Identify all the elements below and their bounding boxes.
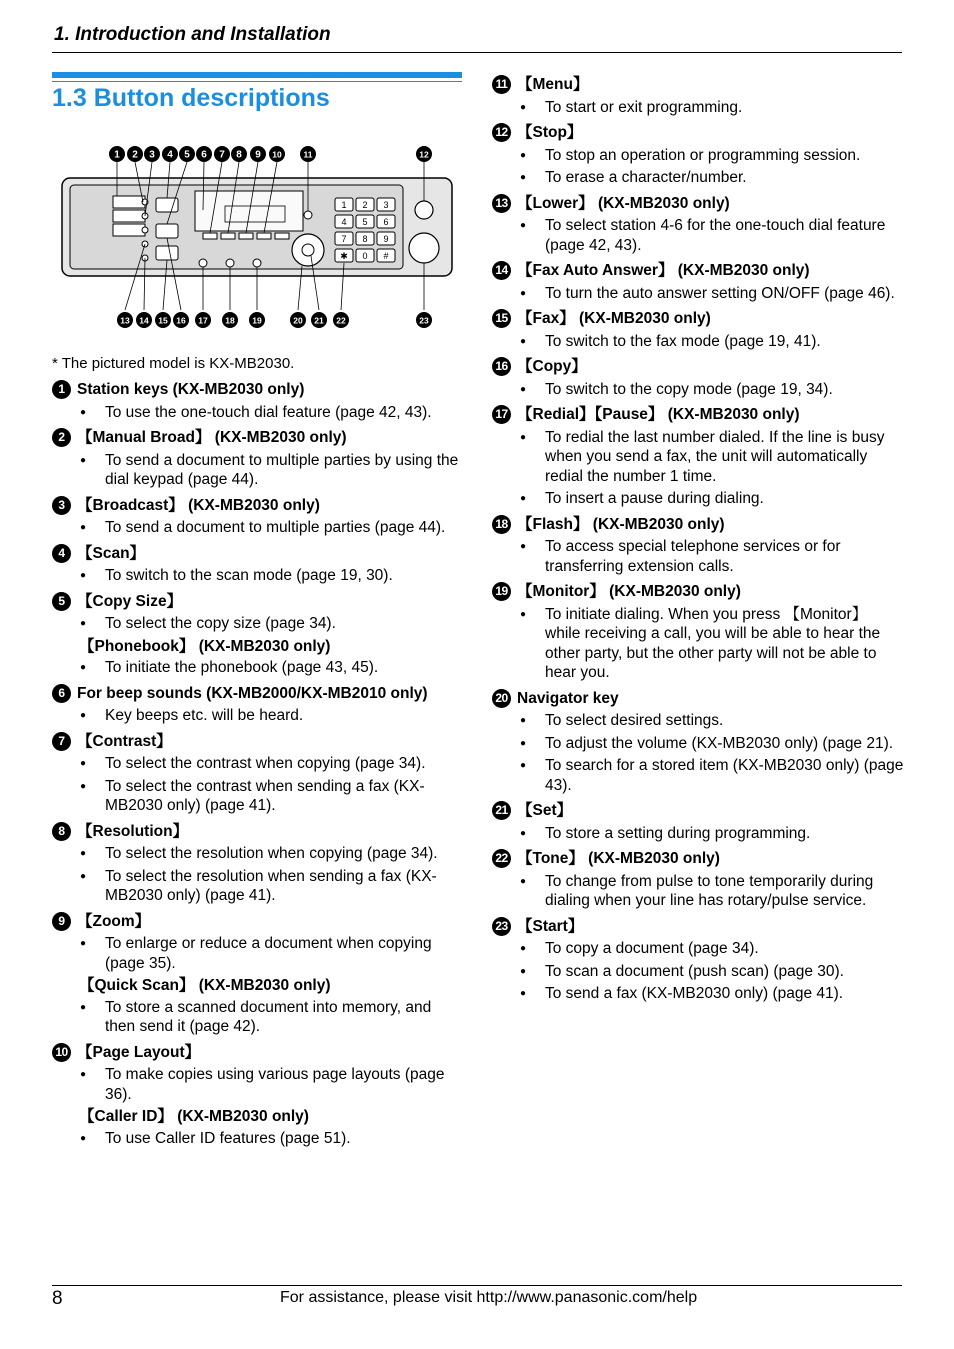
header-rule <box>52 52 902 53</box>
item-bullet: ● To initiate the phonebook (page 43, 45). <box>52 658 464 678</box>
item-bullet: ● To stop an operation or programming session. <box>492 146 904 166</box>
keypad-key-label: 3 <box>383 200 389 210</box>
item-bullet: ● To change from pulse to tone temporarily during dialing when your line has rotary/pulse service. <box>492 872 904 911</box>
button-description-item <box>492 75 904 117</box>
button-description-item <box>492 309 904 351</box>
item-bullet: ● To switch to the fax mode (page 19, 41). <box>492 332 904 352</box>
button-description-item <box>492 917 904 1004</box>
item-bullet: ● To copy a document (page 34). <box>492 939 904 959</box>
diagram-callout-label: 5 <box>184 149 190 161</box>
diagram-callout-label: 1 <box>114 149 120 161</box>
callout-number-icon: 13 <box>492 194 511 213</box>
section-title: 1.3 Button descriptions <box>52 84 330 112</box>
button-description-item <box>492 123 904 188</box>
diagram-callout-label: 21 <box>314 315 324 326</box>
item-bullet: ● To select station 4-6 for the one-touch dial feature (page 42, 43). <box>492 216 904 255</box>
page-number: 8 <box>52 1288 63 1309</box>
diagram-callout-label: 17 <box>198 315 208 326</box>
copy-mode-button <box>156 246 178 260</box>
item-bullet: ● To erase a character/number. <box>492 168 904 188</box>
diagram-callout-label: 12 <box>419 149 429 160</box>
callout-number-icon: 23 <box>492 917 511 936</box>
footer-text: For assistance, please visit http://www.panasonic.com/help <box>280 1289 698 1306</box>
button-description-item <box>492 582 904 683</box>
item-title: 【Resolution】 <box>77 822 189 840</box>
stop-button <box>415 201 433 219</box>
button-description-item <box>52 428 464 490</box>
callout-number-icon: 10 <box>52 1043 71 1062</box>
button-description-item <box>52 544 464 586</box>
item-bullet: ● To initiate dialing. When you press 【Monitor】 while receiving a call, you will be able to hear the other party, but the other party will not be able to hear you. <box>492 605 904 683</box>
item-bullet: ● To search for a stored item (KX-MB2030 only) (page 43). <box>492 756 904 795</box>
keypad-key-label: 6 <box>383 217 389 227</box>
callout-number-icon: 17 <box>492 405 511 424</box>
item-title: 【Tone】 (KX-MB2030 only) <box>517 850 720 867</box>
item-bullet: ● To select the contrast when copying (page 34). <box>52 754 464 774</box>
chapter-title: 1. Introduction and Installation <box>54 24 331 45</box>
button-description-item <box>52 1043 464 1149</box>
item-bullet: ● To access special telephone services or for transferring extension calls. <box>492 537 904 576</box>
diagram-callout-label: 19 <box>252 315 262 326</box>
callout-number-icon: 12 <box>492 123 511 142</box>
item-bullet: ● To start or exit programming. <box>492 98 904 118</box>
diagram-callout-label: 10 <box>272 149 282 160</box>
item-title: For beep sounds (KX-MB2000/KX-MB2010 only) <box>77 684 428 702</box>
keypad-key-label: # <box>383 251 389 261</box>
item-title: 【Page Layout】 <box>77 1043 201 1061</box>
left-column <box>52 380 464 1154</box>
item-title: 【Start】 <box>517 917 584 935</box>
item-bullet: ● To scan a document (push scan) (page 30). <box>492 962 904 982</box>
section-bar-line <box>52 81 462 82</box>
item-title: 【Redial】【Pause】 (KX-MB2030 only) <box>517 406 800 423</box>
callout-number-icon: 22 <box>492 849 511 868</box>
button-description-item <box>492 515 904 577</box>
section-bar <box>52 72 462 78</box>
item-bullet: ● To enlarge or reduce a document when copying (page 35). <box>52 934 464 973</box>
callout-number-icon: 5 <box>52 592 71 611</box>
callout-number-icon: 20 <box>492 689 511 708</box>
callout-number-icon: 2 <box>52 428 71 447</box>
item-title: Navigator key <box>517 689 619 707</box>
diagram-callout-label: 2 <box>132 149 138 161</box>
callout-number-icon: 14 <box>492 261 511 280</box>
item-bullet: ● To turn the auto answer setting ON/OFF (page 46). <box>492 284 904 304</box>
item-title: 【Flash】 (KX-MB2030 only) <box>517 515 725 533</box>
keypad-key-label: 5 <box>362 217 368 227</box>
keypad-key-label: 2 <box>362 200 368 210</box>
item-bullet: ● To insert a pause during dialing. <box>492 489 904 509</box>
diagram-callout-label: 13 <box>120 315 130 326</box>
button-description-item <box>492 689 904 796</box>
callout-number-icon: 11 <box>492 75 511 94</box>
diagram-callout-label: 15 <box>158 315 168 326</box>
model-note: * The pictured model is KX-MB2030. <box>52 355 295 372</box>
item-title: 【Stop】 <box>517 124 583 141</box>
item-bullet: ● To store a scanned document into memory, and then send it (page 42). <box>52 998 464 1037</box>
callout-number-icon: 4 <box>52 544 71 563</box>
item-title: 【Zoom】 <box>77 912 151 930</box>
item-bullet: ● To send a document to multiple parties (page 44). <box>52 518 464 538</box>
item-title: 【Set】 <box>517 802 573 819</box>
start-button <box>409 233 439 263</box>
control-panel-diagram <box>55 140 460 340</box>
diagram-callout-label: 9 <box>255 149 261 161</box>
item-title: 【Menu】 <box>517 76 589 93</box>
item-bullet: ● To store a setting during programming. <box>492 824 904 844</box>
item-bullet: ● To use Caller ID features (page 51). <box>52 1129 464 1149</box>
diagram-callout-label: 14 <box>139 315 149 326</box>
keypad-key-label: 1 <box>341 200 347 210</box>
item-title: Station keys (KX-MB2030 only) <box>77 381 305 398</box>
item-bullet: ● To use the one-touch dial feature (page 42, 43). <box>52 403 464 423</box>
item-title: 【Copy】 <box>517 358 587 375</box>
item-bullet: ● To select the contrast when sending a fax (KX-MB2030 only) (page 41). <box>52 777 464 816</box>
item-title: 【Contrast】 <box>77 732 172 750</box>
diagram-callout-label: 16 <box>176 315 186 326</box>
button-description-item <box>52 684 464 726</box>
diagram-callout-label: 23 <box>419 315 429 326</box>
item-bullet: ● To select the resolution when copying (page 34). <box>52 844 464 864</box>
callout-number-icon: 19 <box>492 582 511 601</box>
item-bullet: ● To switch to the copy mode (page 19, 34). <box>492 380 904 400</box>
button-description-item <box>52 380 464 422</box>
diagram-callout-label: 6 <box>201 149 207 161</box>
callout-number-icon: 1 <box>52 380 71 399</box>
button-description-item <box>492 849 904 911</box>
callout-number-icon: 18 <box>492 515 511 534</box>
item-title: 【Fax Auto Answer】 (KX-MB2030 only) <box>517 262 810 279</box>
diagram-callout-label: 22 <box>336 315 346 326</box>
diagram-callout-label: 7 <box>219 149 225 161</box>
callout-number-icon: 8 <box>52 822 71 841</box>
callout-number-icon: 6 <box>52 684 71 703</box>
keypad-key-label: 0 <box>362 251 368 261</box>
callout-number-icon: 9 <box>52 912 71 931</box>
station-key-2 <box>113 210 145 222</box>
copy-size-button <box>156 224 178 238</box>
callout-number-icon: 16 <box>492 357 511 376</box>
item-title: 【Scan】 <box>77 544 146 562</box>
callout-number-icon: 7 <box>52 732 71 751</box>
top-callouts <box>109 146 432 162</box>
item-subtitle: 【Caller ID】 (KX-MB2030 only) <box>79 1108 309 1125</box>
item-bullet: ● To select the copy size (page 34). <box>52 614 464 634</box>
item-title: 【Monitor】 (KX-MB2030 only) <box>517 583 741 600</box>
keypad-key-label: 4 <box>341 217 347 227</box>
keypad-key-label: ✱ <box>340 251 348 261</box>
right-column <box>492 75 904 1010</box>
footer-rule <box>52 1285 902 1286</box>
item-title: 【Copy Size】 <box>77 592 183 610</box>
bottom-callouts <box>117 312 432 328</box>
item-subtitle: 【Phonebook】 (KX-MB2030 only) <box>79 637 331 655</box>
button-description-item <box>52 912 464 1037</box>
item-bullet: ● To select the resolution when sending a fax (KX-MB2030 only) (page 41). <box>52 867 464 906</box>
item-bullet: ● To switch to the scan mode (page 19, 30). <box>52 566 464 586</box>
callout-number-icon: 3 <box>52 496 71 515</box>
diagram-callout-label: 11 <box>303 149 313 160</box>
item-bullet: ● To make copies using various page layouts (page 36). <box>52 1065 464 1104</box>
callout-number-icon: 21 <box>492 801 511 820</box>
station-key-1 <box>113 196 145 208</box>
station-key-3 <box>113 224 145 236</box>
item-bullet: ● To select desired settings. <box>492 711 904 731</box>
keypad-key-label: 9 <box>383 234 389 244</box>
callout-number-icon: 15 <box>492 309 511 328</box>
keypad-key-label: 7 <box>341 234 347 244</box>
item-bullet: ● To send a document to multiple parties by using the dial keypad (page 44). <box>52 451 464 490</box>
button-description-item <box>492 405 904 509</box>
item-subtitle: 【Quick Scan】 (KX-MB2030 only) <box>79 977 331 994</box>
diagram-callout-label: 4 <box>167 149 173 161</box>
keypad-key-label: 8 <box>362 234 368 244</box>
item-bullet: ● To send a fax (KX-MB2030 only) (page 41). <box>492 984 904 1004</box>
button-description-item <box>492 261 904 303</box>
button-description-item <box>52 732 464 816</box>
item-bullet: ● To adjust the volume (KX-MB2030 only) (page 21). <box>492 734 904 754</box>
button-description-item <box>52 592 464 678</box>
button-description-item <box>52 496 464 538</box>
button-description-item <box>52 822 464 906</box>
diagram-callout-label: 20 <box>293 315 303 326</box>
item-title: 【Manual Broad】 (KX-MB2030 only) <box>77 429 347 446</box>
item-bullet: ● Key beeps etc. will be heard. <box>52 706 464 726</box>
diagram-callout-label: 8 <box>236 149 242 161</box>
item-title: 【Fax】 (KX-MB2030 only) <box>517 310 711 327</box>
button-description-item <box>492 801 904 843</box>
item-bullet: ● To redial the last number dialed. If the line is busy when you send a fax, the unit will automatically redial the number 1 time. <box>492 428 904 487</box>
button-description-item <box>492 357 904 399</box>
item-title: 【Broadcast】 (KX-MB2030 only) <box>77 496 320 514</box>
diagram-callout-label: 18 <box>225 315 235 326</box>
diagram-callout-label: 3 <box>149 149 155 161</box>
button-description-item <box>492 194 904 256</box>
item-title: 【Lower】 (KX-MB2030 only) <box>517 194 730 212</box>
